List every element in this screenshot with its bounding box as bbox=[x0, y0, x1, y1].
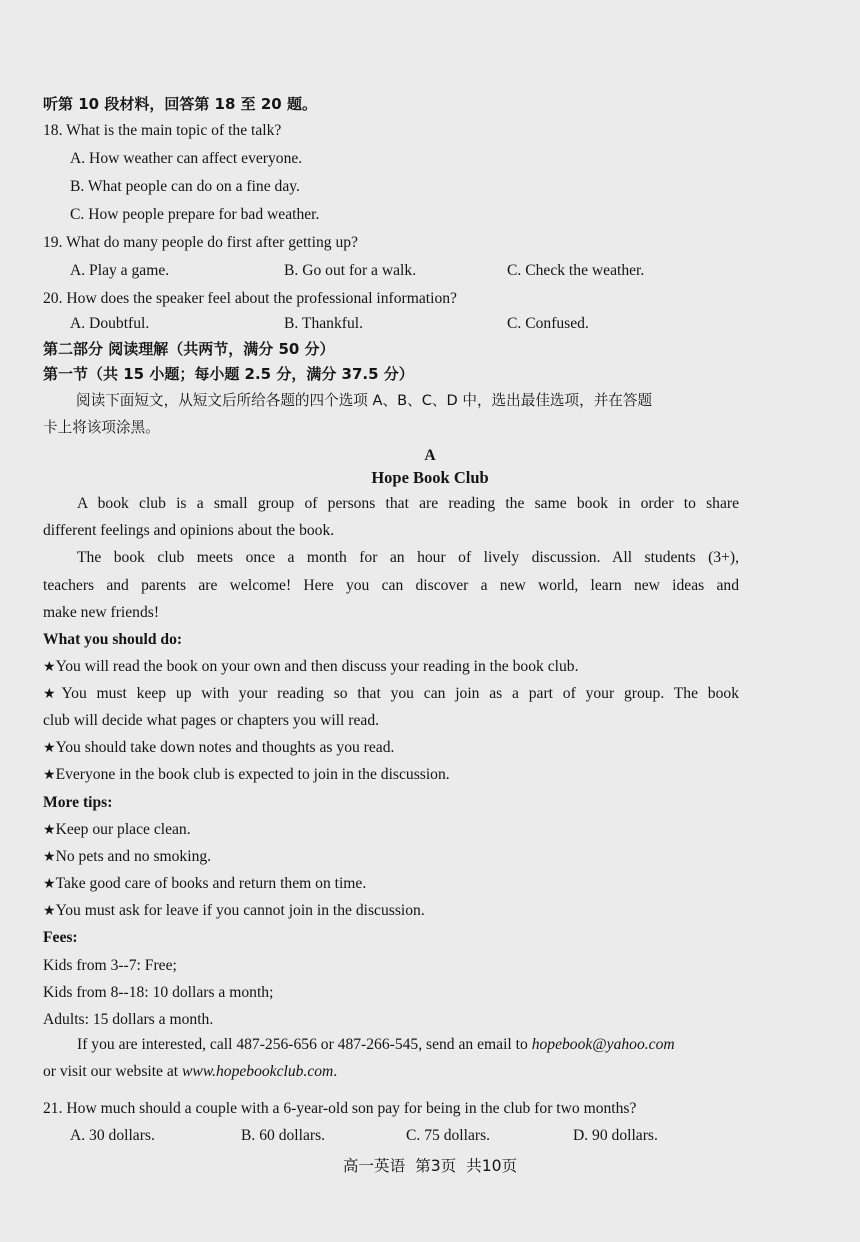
passage-letter: A bbox=[424, 447, 436, 464]
q19-option-c: C. Check the weather. bbox=[507, 262, 645, 279]
contact-line-1: If you are interested, call 487-256-656 or 487-266-545, send an email to hopebook@yahoo.com bbox=[77, 1036, 675, 1053]
q21-option-c: C. 75 dollars. bbox=[406, 1127, 491, 1144]
q21-stem: 21. How much should a couple with a 6-year-old son pay for being in the club for two months? bbox=[43, 1100, 637, 1117]
q20-option-b: B. Thankful. bbox=[284, 315, 363, 332]
todo-item-1: ★You will read the book on your own and then discuss your reading in the book club. bbox=[43, 658, 579, 675]
star-icon: ★ bbox=[43, 686, 62, 702]
q18-option-c: C. How people prepare for bad weather. bbox=[70, 206, 320, 223]
todo-item-4: ★Everyone in the book club is expected to join in the discussion. bbox=[43, 766, 450, 783]
star-icon: ★ bbox=[43, 903, 56, 919]
q18-option-a: A. How weather can affect everyone. bbox=[70, 150, 303, 167]
tips-heading: More tips: bbox=[43, 794, 113, 811]
q19-option-a: A. Play a game. bbox=[70, 262, 170, 279]
paragraph-1-line-1: A book club is a small group of persons that are reading the same book in order to share bbox=[77, 495, 739, 512]
part-title: 第二部分 阅读理解（共两节，满分 50 分） bbox=[43, 340, 335, 358]
star-icon: ★ bbox=[43, 659, 56, 675]
listening-header: 听第 10 段材料，回答第 18 至 20 题。 bbox=[43, 95, 317, 113]
fee-kids-3-7: Kids from 3--7: Free; bbox=[43, 957, 177, 974]
q20-stem: 20. How does the speaker feel about the professional information? bbox=[43, 290, 457, 307]
q21-option-d: D. 90 dollars. bbox=[573, 1127, 658, 1144]
todo-item-2-line-1: ★You must keep up with your reading so that you can join as a part of your group. The book bbox=[43, 685, 739, 702]
instruction-line-1: 阅读下面短文，从短文后所给各题的四个选项 A、B、C、D 中，选出最佳选项，并在答题 bbox=[76, 392, 653, 409]
star-icon: ★ bbox=[43, 822, 56, 838]
contact-website[interactable]: www.hopebookclub.com bbox=[182, 1063, 334, 1080]
star-icon: ★ bbox=[43, 849, 56, 865]
q19-option-b: B. Go out for a walk. bbox=[284, 262, 417, 279]
todo-heading: What you should do: bbox=[43, 631, 183, 648]
contact-line-2: or visit our website at www.hopebookclub.com. bbox=[43, 1063, 338, 1080]
paragraph-1-line-2: different feelings and opinions about the book. bbox=[43, 522, 335, 539]
fees-heading: Fees: bbox=[43, 929, 78, 946]
fee-kids-8-18: Kids from 8--18: 10 dollars a month; bbox=[43, 984, 274, 1001]
tip-2: ★No pets and no smoking. bbox=[43, 848, 212, 865]
fee-adults: Adults: 15 dollars a month. bbox=[43, 1011, 214, 1028]
instruction-line-2: 卡上将该项涂黑。 bbox=[43, 419, 160, 436]
q18-stem: 18. What is the main topic of the talk? bbox=[43, 122, 282, 139]
q18-option-b: B. What people can do on a fine day. bbox=[70, 178, 300, 195]
q19-stem: 19. What do many people do first after getting up? bbox=[43, 234, 358, 251]
paragraph-2-line-1: The book club meets once a month for an hour of lively discussion. All students (3+), bbox=[77, 549, 739, 566]
tip-4: ★You must ask for leave if you cannot join in the discussion. bbox=[43, 902, 425, 919]
bleed-through-text bbox=[440, 98, 443, 113]
contact-email[interactable]: hopebook@yahoo.com bbox=[531, 1036, 675, 1053]
q21-option-a: A. 30 dollars. bbox=[70, 1127, 155, 1144]
star-icon: ★ bbox=[43, 740, 56, 756]
tip-1: ★Keep our place clean. bbox=[43, 821, 191, 838]
q21-option-b: B. 60 dollars. bbox=[241, 1127, 326, 1144]
passage-title: Hope Book Club bbox=[371, 468, 489, 487]
todo-item-2-line-2: club will decide what pages or chapters you will read. bbox=[43, 712, 380, 729]
star-icon: ★ bbox=[43, 876, 56, 892]
paragraph-2-line-3: make new friends! bbox=[43, 604, 160, 621]
page-footer: 高一英语 第3页 共10页 bbox=[342, 1157, 518, 1175]
paragraph-2-line-2: teachers and parents are welcome! Here you can discover a new world, learn new ideas and bbox=[43, 577, 739, 594]
todo-item-3: ★You should take down notes and thoughts as you read. bbox=[43, 739, 395, 756]
tip-3: ★Take good care of books and return them on time. bbox=[43, 875, 367, 892]
q20-option-a: A. Doubtful. bbox=[70, 315, 150, 332]
q20-option-c: C. Confused. bbox=[507, 315, 589, 332]
section-title: 第一节（共 15 小题；每小题 2.5 分，满分 37.5 分） bbox=[43, 365, 414, 383]
star-icon: ★ bbox=[43, 767, 56, 783]
